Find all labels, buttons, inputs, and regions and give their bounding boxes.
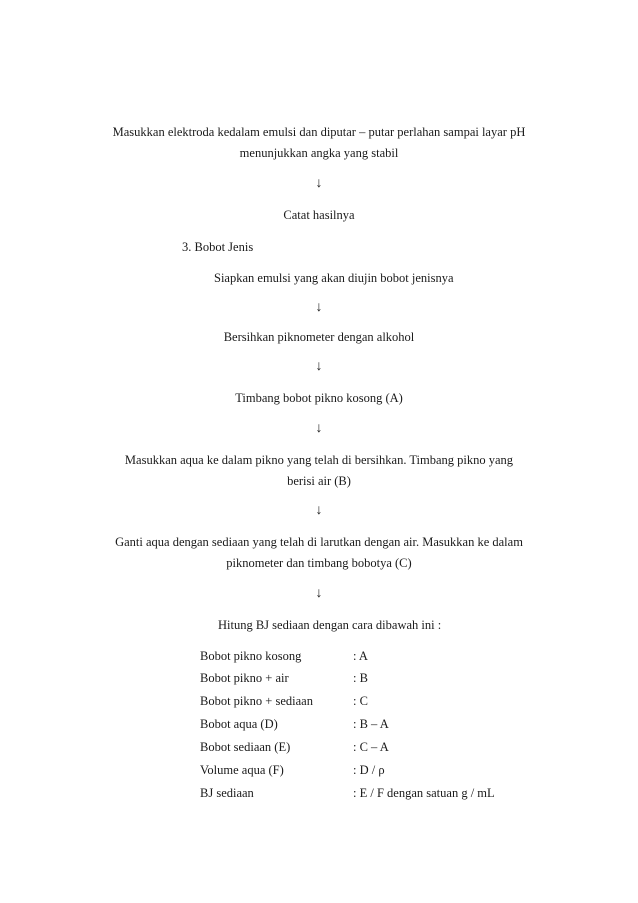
row-label: Bobot pikno kosong — [200, 649, 302, 663]
step-sample-line-2: piknometer dan timbang bobotya (C) — [226, 556, 412, 570]
row-label: Bobot pikno + air — [200, 671, 289, 685]
row-label: Bobot aqua (D) — [200, 717, 278, 731]
row-label: BJ sediaan — [200, 786, 254, 800]
step-aqua-line-1: Masukkan aqua ke dalam pikno yang telah di bersihkan. Timbang pikno yang — [124, 453, 514, 467]
down-arrow-icon: ↓ — [315, 586, 323, 601]
row-label: Bobot sediaan (E) — [200, 740, 291, 754]
ph-step-line-2: menunjukkan angka yang stabil — [239, 146, 399, 160]
down-arrow-icon: ↓ — [315, 300, 323, 315]
row-value: : C – A — [353, 740, 389, 754]
step-prepare: Siapkan emulsi yang akan diujin bobot jenisnya — [214, 271, 454, 285]
row-value: : B — [353, 671, 368, 685]
down-arrow-icon: ↓ — [315, 421, 323, 436]
row-label: Volume aqua (F) — [200, 763, 284, 777]
ph-step-line-1: Masukkan elektroda kedalam emulsi dan diputar – putar perlahan sampai layar pH — [112, 125, 526, 139]
step-calculate: Hitung BJ sediaan dengan cara dibawah ini : — [218, 618, 442, 632]
down-arrow-icon: ↓ — [315, 359, 323, 374]
row-value: : A — [353, 649, 368, 663]
step-sample-line-1: Ganti aqua dengan sediaan yang telah di larutkan dengan air. Masukkan ke dalam — [115, 535, 523, 549]
row-label: Bobot pikno + sediaan — [200, 694, 313, 708]
step-clean: Bersihkan piknometer dengan alkohol — [223, 330, 415, 344]
step-aqua-line-2: berisi air (B) — [287, 474, 351, 488]
row-value: : E / F dengan satuan g / mL — [353, 786, 495, 800]
down-arrow-icon: ↓ — [315, 176, 323, 191]
step-weigh-empty: Timbang bobot pikno kosong (A) — [235, 391, 403, 405]
row-value: : B – A — [353, 717, 389, 731]
section-heading: 3. Bobot Jenis — [182, 240, 254, 254]
record-step: Catat hasilnya — [283, 208, 355, 222]
down-arrow-icon: ↓ — [315, 503, 323, 518]
row-value: : C — [353, 694, 368, 708]
row-value: : D / ρ — [353, 763, 385, 777]
